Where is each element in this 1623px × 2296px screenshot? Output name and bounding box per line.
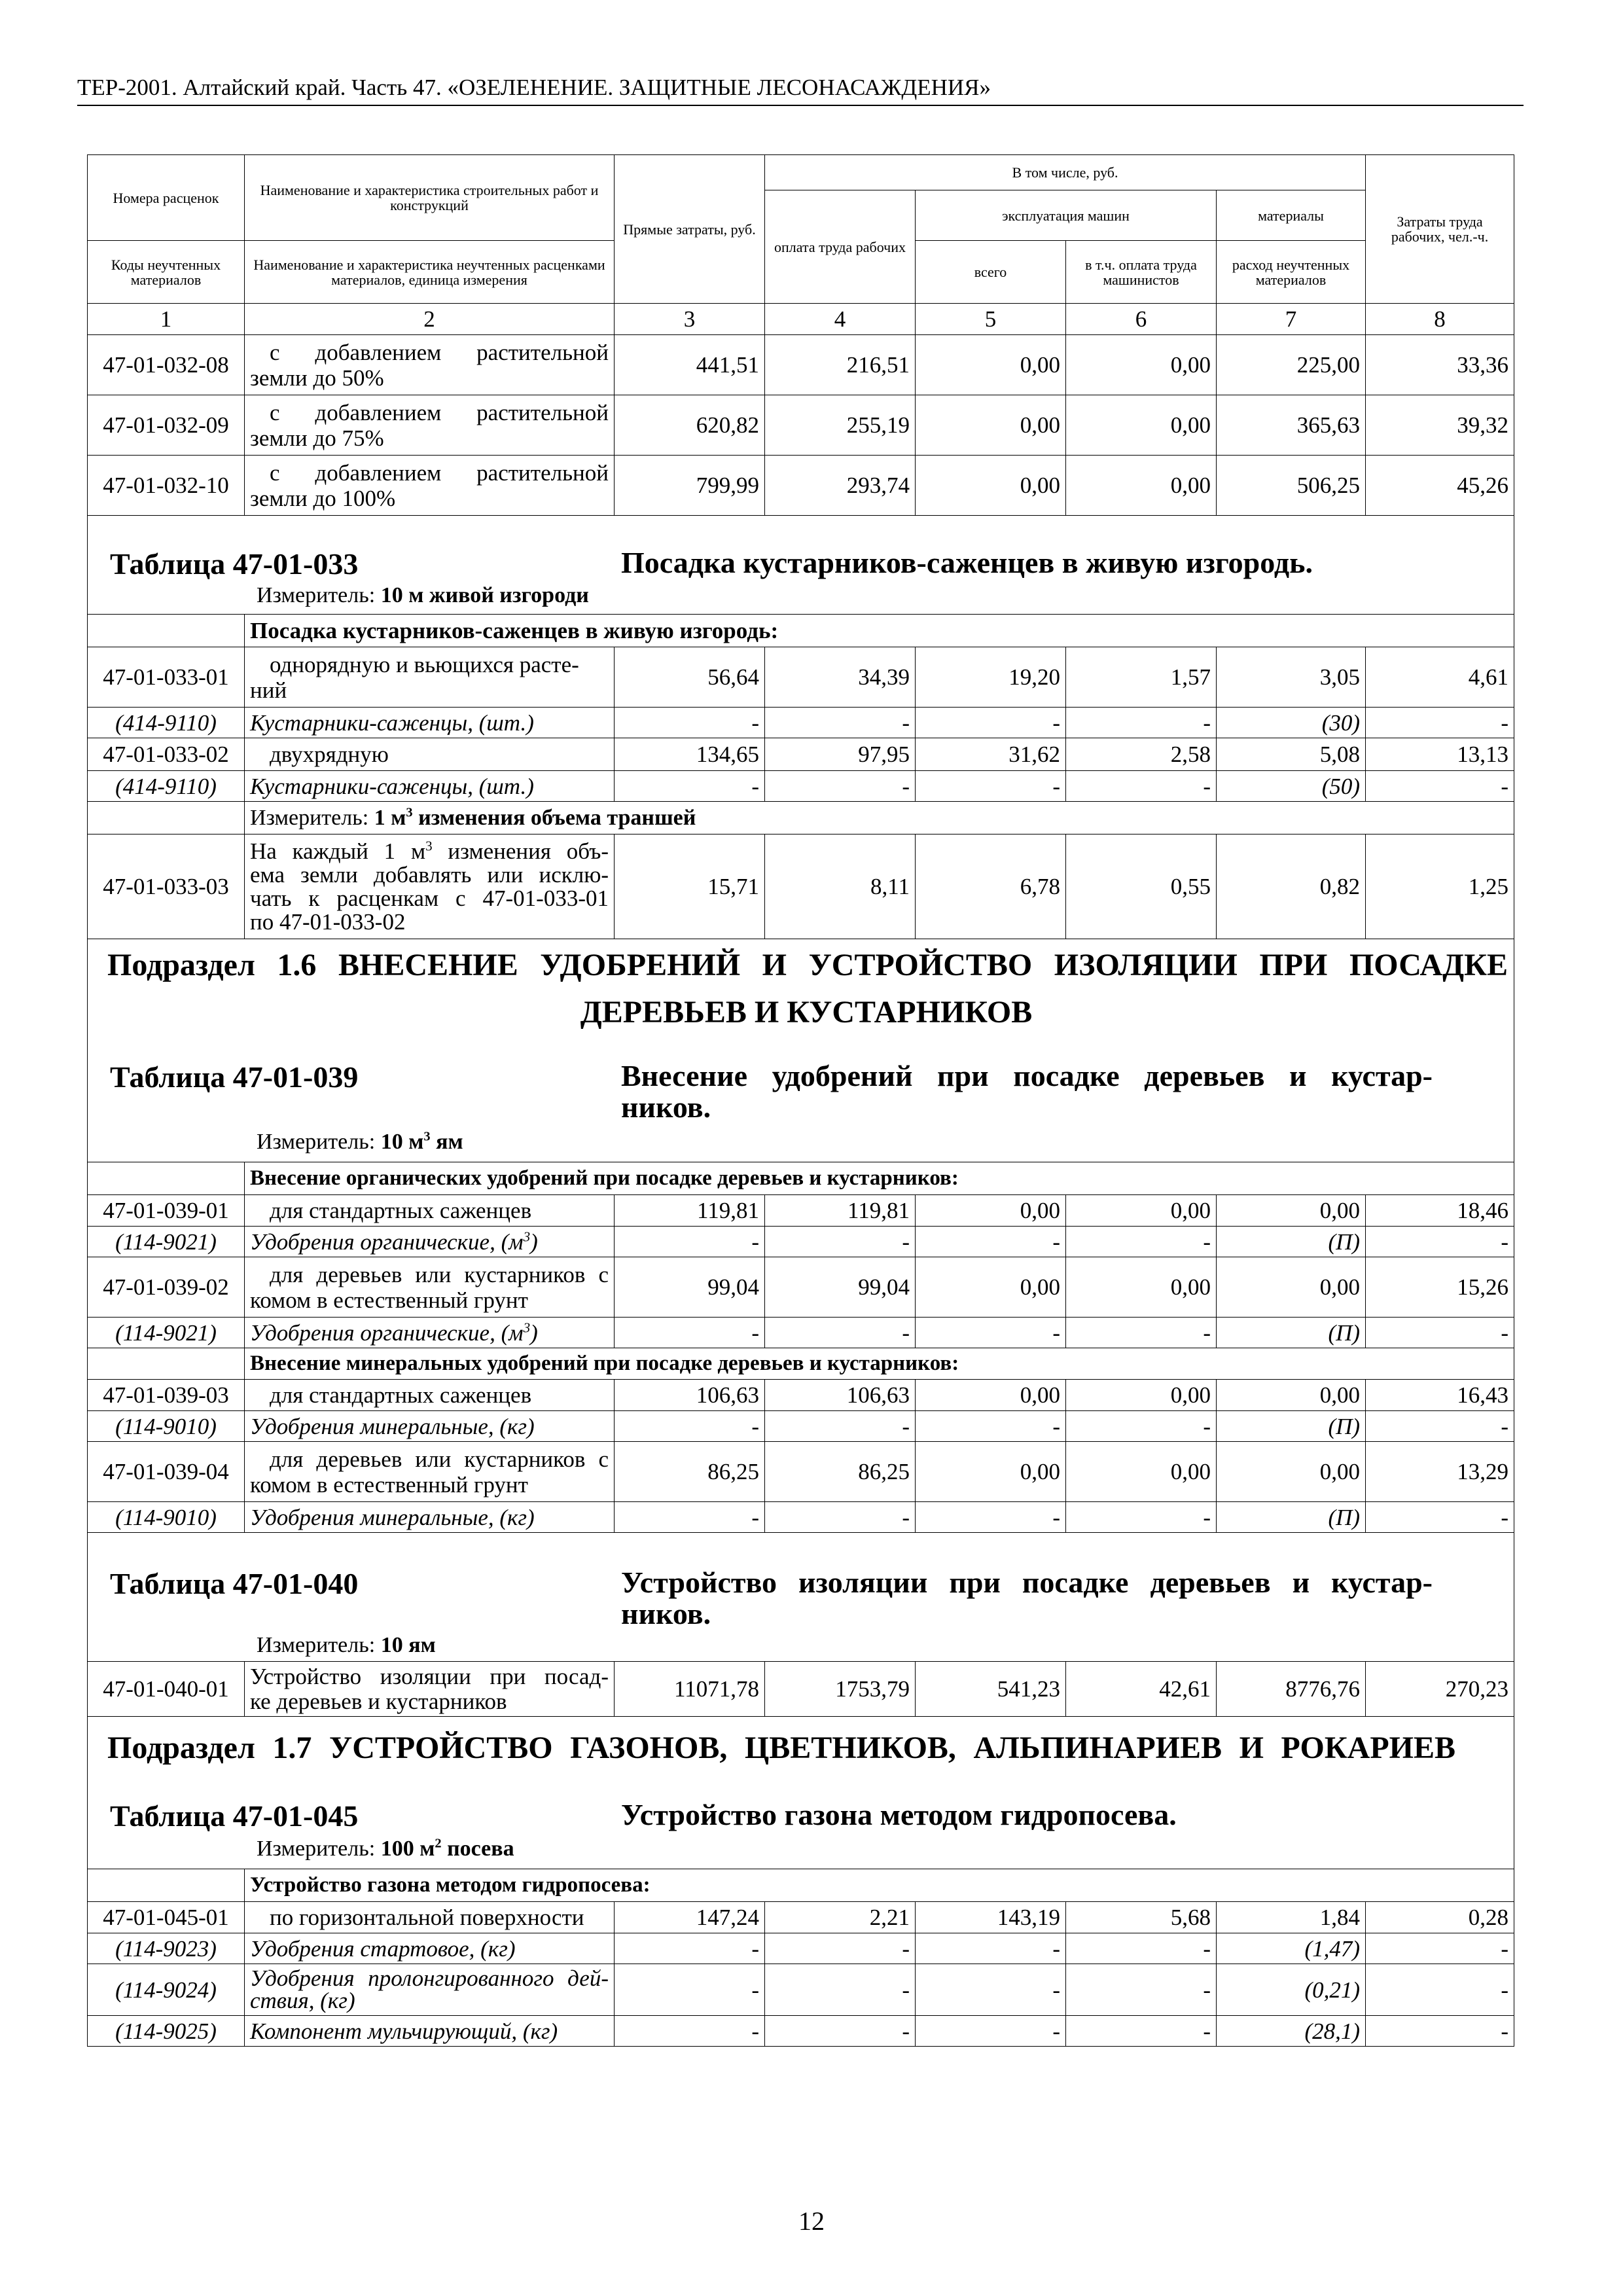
value: -: [1366, 771, 1514, 802]
value: 15,71: [615, 834, 765, 939]
rate-name: для деревьев или кустарников с комом в естественный грунт: [245, 1442, 615, 1502]
value: 0,00: [1217, 1380, 1366, 1411]
value: 45,26: [1366, 456, 1514, 516]
value: -: [916, 2016, 1066, 2047]
value: 33,36: [1366, 335, 1514, 395]
value: 1,57: [1066, 647, 1217, 708]
col-direct: Прямые затраты, руб.: [615, 155, 765, 304]
value: -: [1366, 1318, 1514, 1348]
material-name: Кустарники-саженцы, (шт.): [245, 708, 615, 738]
value: 0,00: [916, 1195, 1066, 1227]
value: (П): [1217, 1318, 1366, 1348]
value: -: [765, 1964, 916, 2016]
col-materials: материалы: [1217, 190, 1366, 241]
value: 147,24: [615, 1902, 765, 1933]
value: 1,25: [1366, 834, 1514, 939]
value: 86,25: [765, 1442, 916, 1502]
material-row: [88, 2016, 1514, 2047]
running-header: ТЕР-2001. Алтайский край. Часть 47. «ОЗЕЛЕНЕНИЕ. ЗАЩИТНЫЕ ЛЕСОНАСАЖДЕНИЯ»: [77, 75, 991, 100]
value: (П): [1217, 1411, 1366, 1442]
value: -: [1066, 1318, 1217, 1348]
table-row: [88, 1902, 1514, 1933]
value: 3,05: [1217, 647, 1366, 708]
value: (П): [1217, 1227, 1366, 1257]
value: 143,19: [916, 1902, 1066, 1933]
rate-name: для стандартных саженцев: [245, 1195, 615, 1227]
value: 0,55: [1066, 834, 1217, 939]
value: 216,51: [765, 335, 916, 395]
value: 225,00: [1217, 335, 1366, 395]
value: 0,00: [1066, 1195, 1217, 1227]
rate-code: 47-01-045-01: [88, 1902, 245, 1933]
value: -: [615, 771, 765, 802]
subsection-title: Подраздел 1.7 УСТРОЙСТВО ГАЗОНОВ, ЦВЕТНИКОВ, АЛЬПИНАРИЕВ И РОКАРИЕВ: [107, 1731, 1455, 1765]
material-code: (114-9010): [88, 1502, 245, 1533]
value: (1,47): [1217, 1933, 1366, 1964]
value: -: [1066, 708, 1217, 738]
value: -: [916, 1502, 1066, 1533]
table-row: [88, 335, 1514, 395]
value: -: [916, 1964, 1066, 2016]
measure-unit: Измеритель: 10 $м^3$ ям: [257, 1129, 463, 1154]
rate-code: 47-01-032-09: [88, 395, 245, 456]
col-machines: эксплуатация машин: [916, 190, 1217, 241]
value: 0,00: [916, 335, 1066, 395]
value: 0,28: [1366, 1902, 1514, 1933]
value: 0,00: [1217, 1257, 1366, 1318]
rate-code: 47-01-039-03: [88, 1380, 245, 1411]
page-number: 12: [798, 2206, 825, 2236]
value: 106,63: [765, 1380, 916, 1411]
table-number: Таблица 47-01-039: [110, 1060, 359, 1094]
value: 13,13: [1366, 738, 1514, 771]
value: 15,26: [1366, 1257, 1514, 1318]
value: 134,65: [615, 738, 765, 771]
rate-code: 47-01-033-02: [88, 738, 245, 771]
value: (50): [1217, 771, 1366, 802]
group-heading: Посадка кустарников-саженцев в живую изгородь:: [245, 615, 1514, 647]
material-code: (414-9110): [88, 771, 245, 802]
rate-code: 47-01-040-01: [88, 1662, 245, 1717]
value: -: [1366, 1933, 1514, 1964]
value: 86,25: [615, 1442, 765, 1502]
rate-code: 47-01-033-03: [88, 834, 245, 939]
col-mach-labor: в т.ч. оплата труда машинистов: [1066, 241, 1217, 304]
material-row: [88, 1227, 1514, 1257]
table-title: Посадка кустарников-саженцев в живую изгородь.: [621, 546, 1313, 579]
material-row: [88, 1502, 1514, 1533]
col-num: 6: [1066, 304, 1217, 335]
rate-name: для деревьев или кустарников с комом в естественный грунт: [245, 1257, 615, 1318]
col-num: 4: [765, 304, 916, 335]
value: 8,11: [765, 834, 916, 939]
value: -: [1366, 1964, 1514, 2016]
value: 99,04: [615, 1257, 765, 1318]
rate-name: по горизонтальной поверхности: [245, 1902, 615, 1933]
value: 0,00: [1066, 395, 1217, 456]
value: 0,00: [1217, 1442, 1366, 1502]
value: 56,64: [615, 647, 765, 708]
value: -: [1066, 771, 1217, 802]
value: 16,43: [1366, 1380, 1514, 1411]
table-title-line2: ников.: [621, 1597, 711, 1630]
value: -: [1066, 1933, 1217, 1964]
value: 1,84: [1217, 1902, 1366, 1933]
col-labor: оплата труда рабочих: [765, 190, 916, 304]
material-name: Удобрения пролонгированного дей- ствия, (кг): [245, 1964, 615, 2016]
value: 11071,78: [615, 1662, 765, 1717]
col-name2: Наименование и характеристика неучтенных расценками материалов, единица измерения: [245, 241, 615, 304]
value: 441,51: [615, 335, 765, 395]
table-row: [88, 1257, 1514, 1318]
col-num: 5: [916, 304, 1066, 335]
value: -: [765, 771, 916, 802]
value: -: [1066, 1502, 1217, 1533]
value: 0,00: [916, 1442, 1066, 1502]
rate-name: однорядную и вьющихся расте- ний: [245, 647, 615, 708]
value: 541,23: [916, 1662, 1066, 1717]
col-incl: В том числе, руб.: [765, 155, 1366, 190]
col-mat-unacc: расход неучтенных материалов: [1217, 241, 1366, 304]
value: 0,00: [916, 395, 1066, 456]
rate-name: с добавлением растительной земли до 75%: [245, 395, 615, 456]
value: 0,00: [1066, 1442, 1217, 1502]
value: 4,61: [1366, 647, 1514, 708]
rates-table: [87, 154, 1514, 2047]
value: 506,25: [1217, 456, 1366, 516]
material-row: [88, 1318, 1514, 1348]
value: 0,00: [1066, 335, 1217, 395]
value: 1753,79: [765, 1662, 916, 1717]
table-row: [88, 395, 1514, 456]
table-title-block: [88, 1533, 1514, 1662]
value: 799,99: [615, 456, 765, 516]
value: 119,81: [765, 1195, 916, 1227]
value: 0,82: [1217, 834, 1366, 939]
material-code: (114-9024): [88, 1964, 245, 2016]
rate-code: 47-01-039-04: [88, 1442, 245, 1502]
material-code: (114-9023): [88, 1933, 245, 1964]
value: -: [1066, 2016, 1217, 2047]
table-row: [88, 456, 1514, 516]
value: -: [615, 708, 765, 738]
table-title: Внесение удобрений при посадке деревьев и кустар-: [621, 1059, 1433, 1092]
table-number: Таблица 47-01-045: [110, 1799, 359, 1833]
col-num: 1: [88, 304, 245, 335]
value: 0,00: [916, 1380, 1066, 1411]
col-name: Наименование и характеристика строительных работ и конструкций: [245, 155, 615, 241]
value: -: [916, 1933, 1066, 1964]
value: 0,00: [916, 1257, 1066, 1318]
value: 19,20: [916, 647, 1066, 708]
value: 0,00: [1066, 1380, 1217, 1411]
rate-name: для стандартных саженцев: [245, 1380, 615, 1411]
section-title-block: [88, 1717, 1514, 1869]
table-title: Устройство газона методом гидропосева.: [621, 1798, 1177, 1831]
value: -: [1066, 1411, 1217, 1442]
measure-unit: Измеритель: 10 ям: [257, 1633, 436, 1657]
table-row: [88, 1442, 1514, 1502]
value: -: [1366, 1411, 1514, 1442]
value: 5,08: [1217, 738, 1366, 771]
value: -: [1366, 1227, 1514, 1257]
value: 99,04: [765, 1257, 916, 1318]
value: 0,00: [1066, 456, 1217, 516]
value: -: [1366, 2016, 1514, 2047]
rate-name: На каждый 1 $м^3$ изменения объ- ема земли добавлять или исклю- чать к расценкам с 47-01-033-01 по 47-01-033-02: [245, 834, 615, 939]
header-rule: [77, 105, 1524, 106]
value: (28,1): [1217, 2016, 1366, 2047]
value: 97,95: [765, 738, 916, 771]
value: 2,58: [1066, 738, 1217, 771]
table-row: [88, 1662, 1514, 1717]
measure-unit: Измеритель: 10 м живой изгороди: [257, 583, 589, 607]
table-title-block: [88, 516, 1514, 615]
value: -: [765, 708, 916, 738]
value: -: [765, 1227, 916, 1257]
material-row: [88, 771, 1514, 802]
value: -: [765, 2016, 916, 2047]
value: -: [916, 1411, 1066, 1442]
value: 106,63: [615, 1380, 765, 1411]
rate-name: двухрядную: [245, 738, 615, 771]
rate-code: 47-01-032-08: [88, 335, 245, 395]
value: 31,62: [916, 738, 1066, 771]
value: 0,00: [1217, 1195, 1366, 1227]
value: 2,21: [765, 1902, 916, 1933]
value: 8776,76: [1217, 1662, 1366, 1717]
value: -: [1366, 1502, 1514, 1533]
value: -: [765, 1411, 916, 1442]
material-row: [88, 708, 1514, 738]
table-number: Таблица 47-01-033: [110, 547, 359, 581]
group-heading: Внесение органических удобрений при посадке деревьев и кустарников:: [245, 1162, 1514, 1195]
value: -: [615, 1318, 765, 1348]
value: 255,19: [765, 395, 916, 456]
value: -: [615, 1502, 765, 1533]
value: 39,32: [1366, 395, 1514, 456]
table-row: [88, 647, 1514, 708]
value: -: [615, 2016, 765, 2047]
measure-unit: Измеритель: 100 $м^2$ посева: [257, 1836, 514, 1861]
table-number: Таблица 47-01-040: [110, 1567, 359, 1600]
col-mach-total: всего: [916, 241, 1066, 304]
col-num: 7: [1217, 304, 1366, 335]
rate-code: 47-01-039-02: [88, 1257, 245, 1318]
material-name: Удобрения стартовое, (кг): [245, 1933, 615, 1964]
value: 5,68: [1066, 1902, 1217, 1933]
material-code: (414-9110): [88, 708, 245, 738]
col-labor-hours: Затраты труда рабочих, чел.-ч.: [1366, 155, 1514, 304]
col-num: 2: [245, 304, 615, 335]
material-name: Кустарники-саженцы, (шт.): [245, 771, 615, 802]
material-code: (114-9021): [88, 1227, 245, 1257]
material-row: [88, 1933, 1514, 1964]
material-code: (114-9025): [88, 2016, 245, 2047]
value: -: [765, 1502, 916, 1533]
table-title-line2: ников.: [621, 1090, 711, 1124]
table-title: Устройство изоляции при посадке деревьев и кустар-: [621, 1566, 1433, 1599]
value: 270,23: [1366, 1662, 1514, 1717]
material-name: Компонент мульчирующий, (кг): [245, 2016, 615, 2047]
material-row: [88, 1964, 1514, 2016]
value: 6,78: [916, 834, 1066, 939]
material-name: Удобрения органические, $(м^3)$: [245, 1227, 615, 1257]
value: 13,29: [1366, 1442, 1514, 1502]
value: -: [615, 1227, 765, 1257]
section-title-block: [88, 939, 1514, 1162]
value: -: [1066, 1227, 1217, 1257]
value: (0,21): [1217, 1964, 1366, 2016]
value: 119,81: [615, 1195, 765, 1227]
rate-name: с добавлением растительной земли до 50%: [245, 335, 615, 395]
value: 18,46: [1366, 1195, 1514, 1227]
rate-name: Устройство изоляции при посад- ке деревьев и кустарников: [245, 1662, 615, 1717]
measure-unit: Измеритель: 1 $м^3$ изменения объема траншей: [245, 802, 1514, 834]
value: -: [615, 1411, 765, 1442]
value: 42,61: [1066, 1662, 1217, 1717]
col-num: 8: [1366, 304, 1514, 335]
value: -: [916, 1318, 1066, 1348]
rate-code: 47-01-032-10: [88, 456, 245, 516]
value: -: [1066, 1964, 1217, 2016]
value: -: [916, 708, 1066, 738]
table-row: [88, 1380, 1514, 1411]
value: 620,82: [615, 395, 765, 456]
rate-name: с добавлением растительной земли до 100%: [245, 456, 615, 516]
group-heading: Внесение минеральных удобрений при посадке деревьев и кустарников:: [245, 1348, 1514, 1380]
group-heading: Устройство газона методом гидропосева:: [245, 1869, 1514, 1902]
value: 365,63: [1217, 395, 1366, 456]
value: -: [916, 771, 1066, 802]
material-code: (114-9010): [88, 1411, 245, 1442]
value: -: [765, 1933, 916, 1964]
value: 293,74: [765, 456, 916, 516]
value: 0,00: [916, 456, 1066, 516]
rate-code: 47-01-033-01: [88, 647, 245, 708]
material-name: Удобрения минеральные, (кг): [245, 1502, 615, 1533]
value: 34,39: [765, 647, 916, 708]
rate-code: 47-01-039-01: [88, 1195, 245, 1227]
value: (30): [1217, 708, 1366, 738]
value: 0,00: [1066, 1257, 1217, 1318]
material-name: Удобрения органические, $(м^3)$: [245, 1318, 615, 1348]
subsection-title-line2: ДЕРЕВЬЕВ И КУСТАРНИКОВ: [580, 995, 1033, 1030]
subsection-title: Подраздел 1.6 ВНЕСЕНИЕ УДОБРЕНИЙ И УСТРОЙСТВО ИЗОЛЯЦИИ ПРИ ПОСАДКЕ: [107, 948, 1508, 982]
value: (П): [1217, 1502, 1366, 1533]
material-row: [88, 1411, 1514, 1442]
value: -: [1366, 708, 1514, 738]
value: -: [615, 1933, 765, 1964]
col-codes: Номера расценок: [88, 155, 245, 241]
value: -: [916, 1227, 1066, 1257]
value: -: [615, 1964, 765, 2016]
col-codes2: Коды неучтенных материалов: [88, 241, 245, 304]
table-row: [88, 738, 1514, 771]
material-code: (114-9021): [88, 1318, 245, 1348]
value: -: [765, 1318, 916, 1348]
table-row: [88, 1195, 1514, 1227]
table-row: [88, 834, 1514, 939]
col-num: 3: [615, 304, 765, 335]
material-name: Удобрения минеральные, (кг): [245, 1411, 615, 1442]
